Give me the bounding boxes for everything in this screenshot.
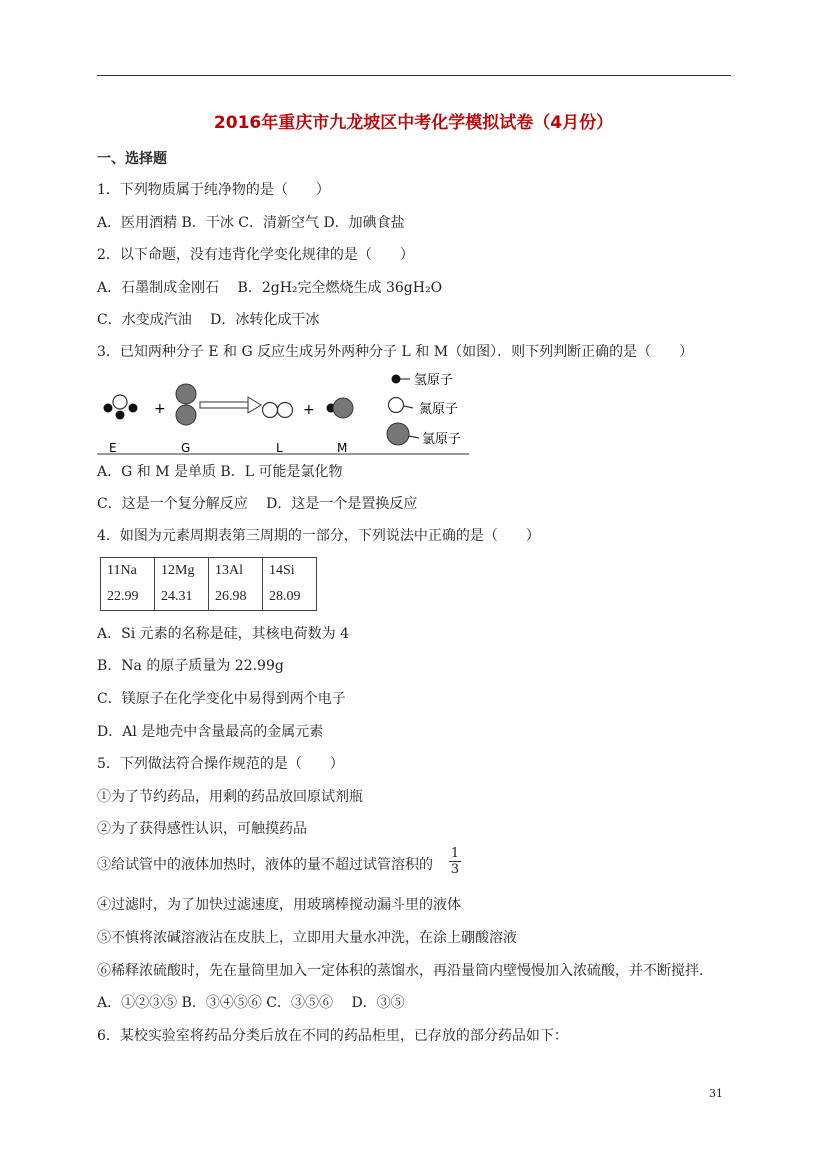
q3-options-ab: A．G 和 M 是单质 B．L 可能是氯化物 [97,464,343,480]
plus-sign-1: + [154,401,166,417]
question-3: 3．已知两种分子 E 和 G 反应生成另外两种分子 L 和 M（如图）．则下列判断正确的是（ ） [97,344,694,360]
question-1: 1．下列物质属于纯净物的是（ ） [97,182,330,198]
element-cell: 14Si 28.09 [263,558,317,611]
legend-chlorine-icon [387,423,409,445]
question-6: 6．某校实验室将药品分类后放在不同的药品柜里，已存放的部分药品如下： [97,1028,568,1044]
q5-statement-3: ③给试管中的液体加热时，液体的量不超过试管溶积的 [97,857,433,873]
molecule-l [263,403,293,418]
page-title: 2016年重庆市九龙坡区中考化学模拟试卷（4月份） [213,113,614,133]
q5-statement-6: ⑥稀释浓硫酸时，先在量筒里加入一定体积的蒸馏水，再沿量筒内壁慢慢加入浓硫酸，并不断搅拌． [97,963,713,979]
section-heading: 一、选择题 [97,151,167,167]
q4-option-b: B．Na 的原子质量为 22.99g [97,658,284,674]
label-e: E [109,441,117,455]
element-cell: 13Al 26.98 [209,558,263,611]
q5-options: A．①②③⑤ B．③④⑤⑥ C．③⑤⑥ D．③⑤ [97,995,405,1011]
q1-options: A．医用酒精 B．干冰 C．清新空气 D．加碘食盐 [97,215,405,231]
reaction-arrow-icon [200,397,261,413]
plus-sign-2: + [303,402,315,418]
q4-option-d: D．Al 是地壳中含量最高的金属元素 [97,724,324,740]
question-4: 4．如图为元素周期表第三周期的一部分，下列说法中正确的是（ ） [97,528,540,544]
question-5: 5．下列做法符合操作规范的是（ ） [97,756,344,772]
reaction-diagram [97,368,477,462]
legend-hydrogen: 氢原子 [414,373,454,388]
q5-statement-4: ④过滤时，为了加快过滤速度，用玻璃棒搅动漏斗里的液体 [97,897,461,913]
element-cell: 11Na 22.99 [101,558,155,611]
label-l: L [276,441,283,455]
periodic-table [100,557,317,611]
q5-statement-1: ①为了节约药品，用剩的药品放回原试剂瓶 [97,789,363,805]
molecule-m [327,398,354,418]
legend [387,373,461,447]
q4-option-c: C．镁原子在化学变化中易得到两个电子 [97,691,346,707]
label-g: G [181,441,191,455]
q5-statement-2: ②为了获得感性认识，可触摸药品 [97,821,307,837]
q5-statement-5: ⑤不慎将浓碱溶液沾在皮肤上，立即用大量水冲洗，在涂上硼酸溶液 [97,930,517,946]
q4-option-a: A．Si 元素的名称是硅，其核电荷数为 4 [97,626,349,642]
legend-nitrogen-icon [389,398,404,413]
legend-hydrogen-icon [392,375,401,384]
element-cell: 12Mg 24.31 [155,558,209,611]
legend-chlorine: 氯原子 [422,432,462,447]
molecule-g [176,384,196,425]
molecule-e [104,395,138,420]
q3-options-cd: C．这是一个复分解反应 D．这是一个是置换反应 [97,496,418,512]
legend-nitrogen: 氮原子 [419,402,459,417]
q2-options-cd: C．水变成汽油 D．冰转化成干冰 [97,312,320,328]
page-number: 31 [709,1087,723,1100]
question-2: 2．以下命题，没有违背化学变化规律的是（ ） [97,247,414,263]
q2-options-ab: A．石墨制成金刚石 B．2gH₂完全燃烧生成 36gH₂O [97,280,443,296]
label-m: M [337,441,348,455]
fraction-one-third: $\frac{1}{3}$ [450,846,460,877]
header-rule [97,75,731,76]
